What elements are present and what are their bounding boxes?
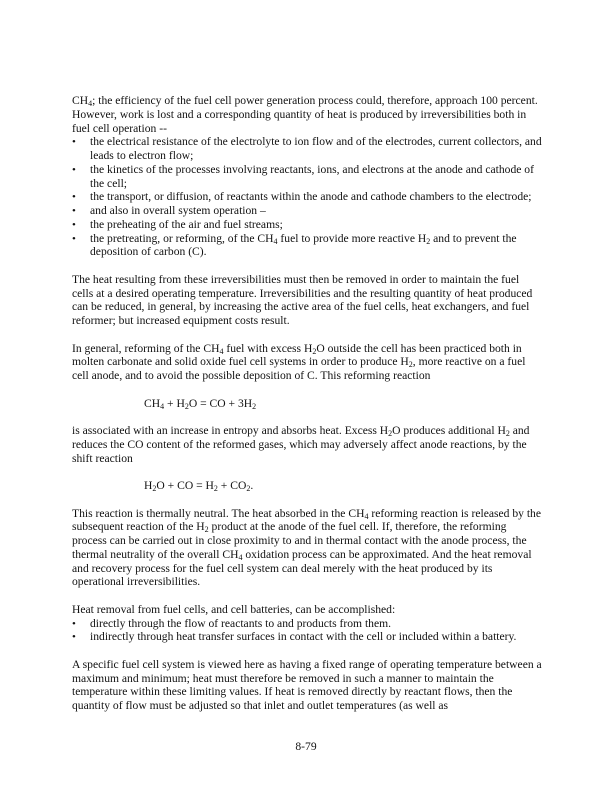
subscript: 4 [160,401,165,411]
text: . [250,479,254,492]
subscript: 4 [238,552,243,562]
subscript: 2 [213,484,218,493]
document-page [72,94,542,713]
subscript: 2 [246,484,251,493]
bullet-icon [72,190,90,205]
text: H [144,479,153,492]
subscript: 2 [408,360,413,370]
page-number: 8-79 [295,740,317,753]
spacer [72,644,542,658]
bullet-icon [72,232,90,247]
text: CH [72,94,89,107]
list-item [72,218,542,232]
entropy-paragraph [72,424,542,465]
list-item-text: the transport, or diffusion, of reactants within the anode and cathode chambers to the electrode; [90,190,532,204]
subscript: 2 [252,401,257,411]
intro-paragraph [72,94,542,135]
subscript: 2 [312,346,317,356]
thermal-neutral-paragraph [72,507,542,590]
list-item [72,617,542,631]
text: + CO [217,479,247,492]
bullet-icon [72,204,90,219]
heat-removal-list [72,617,542,645]
bullet-icon [72,135,90,150]
subscript: 2 [426,236,431,246]
text: fuel to provide more reactive H [277,231,427,245]
subscript: 4 [273,236,278,246]
spacer [72,383,542,397]
text: and reduces the CO content of the reformed gases, which may adversely affect anode reactions, by the shift reaction [72,424,530,465]
heat-removal-paragraph: The heat resulting from these irreversibilities must then be removed in order to maintain the fuel cells at a desired operating temperature. Irreversibilities and the resulting quantity of heat produced can be reduced, in general, by increasing the active area of the fuel cells, heat exchangers, and fuel reformer; but increased equipment costs result. [72,272,533,327]
subscript: 4 [88,99,93,108]
spacer [72,328,542,342]
bullet-icon [72,630,90,645]
text: is associated with an increase in entropy and absorbs heat. Excess H [72,424,389,437]
list-item [72,232,542,260]
text: O produces additional H [392,424,506,437]
spacer [72,410,542,424]
list-item-text: the electrical resistance of the electrolyte to ion flow and of the electrodes, current collectors, and leads to electron flow; [90,135,542,162]
subscript: 2 [152,484,157,493]
bullet-icon [72,163,90,178]
text: In general, reforming of the CH [72,341,220,355]
text: This reaction is thermally neutral. The heat absorbed in the CH [72,506,365,520]
subscript: 2 [505,429,510,438]
heat-removal-methods-intro: Heat removal from fuel cells, and cell batteries, can be accomplished: [72,602,396,616]
operating-temperature-paragraph: A specific fuel cell system is viewed here as having a fixed range of operating temperature between a maximum and minimum; heat must therefore be removed in such a manner to maintain the temperature within these limiting values. If heat is removed directly by reactant flows, then the quantity of flow must be adjusted so that inlet and outlet temperatures (as well as [72,657,542,712]
subscript: 4 [219,346,224,356]
text: fuel with excess H [223,341,313,355]
irreversibility-list [72,135,542,259]
text: O = CO + 3H [188,396,253,410]
list-item [72,190,542,204]
reforming-paragraph [72,342,542,383]
list-item [72,135,542,163]
subscript: 2 [388,429,393,438]
text: O outside the cell has been practiced both in molten carbonate and solid oxide fuel cell systems in order to produce H [72,341,522,369]
text: oxidation process can be approximated. And the heat removal and recovery process for the fuel cell system can deal merely with the heat produced by its operational irreversibilities. [72,547,532,589]
text: product at the anode of the fuel cell. If, therefore, the reforming process can be carried out in close proximity to and in thermal contact with the anode process, the thermal neutrality of the overall CH [72,520,527,561]
reforming-equation [72,397,542,411]
text: + H [164,396,185,410]
bullet-icon [72,218,90,233]
spacer [72,465,542,479]
list-item-text: directly through the flow of reactants to and products from them. [90,616,392,630]
list-item-text: and also in overall system operation – [90,204,266,217]
list-item-text: the kinetics of the processes involving reactants, ions, and electrons at the anode and cathode of the cell; [90,162,534,190]
spacer [72,493,542,507]
text: , more reactive on a fuel cell anode, and to avoid the possible deposition of C. This reforming reaction [72,355,526,382]
subscript: 4 [364,511,369,521]
text: O + CO = H [156,479,214,492]
spacer [72,589,542,603]
text: reforming reaction is released by the subsequent reaction of the H [72,506,542,534]
list-item-text: the preheating of the air and fuel streams; [90,217,283,231]
shift-equation [72,479,542,493]
subscript: 2 [184,401,189,411]
list-item [72,630,542,644]
text: and to prevent the deposition of carbon (C). [90,231,517,259]
text: CH [144,396,161,410]
list-item [72,204,542,218]
list-item-text: indirectly through heat transfer surfaces in contact with the cell or included within a battery. [90,630,517,644]
spacer [72,259,542,273]
text: ; the efficiency of the fuel cell power generation process could, therefore, approach 100 percent. However, work is lost and a corresponding quantity of heat is produced by irreversibilities both in fuel cell operation -- [72,94,538,135]
subscript: 2 [204,525,209,535]
bullet-icon [72,617,90,632]
text: the pretreating, or reforming, of the CH [90,231,274,245]
list-item [72,163,542,191]
